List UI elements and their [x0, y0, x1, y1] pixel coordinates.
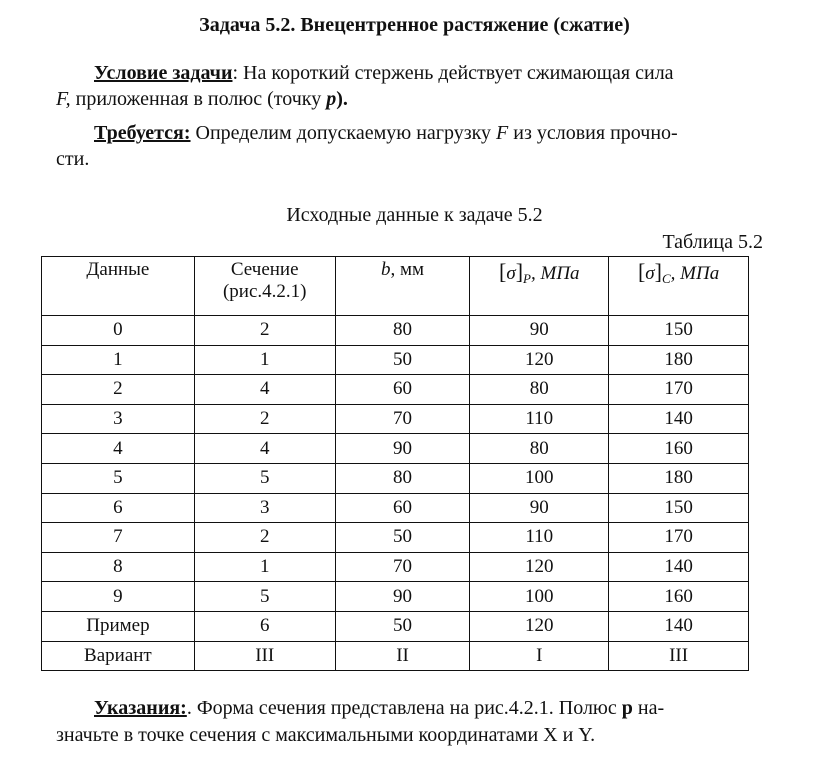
- table-cell: 90: [335, 434, 470, 464]
- header-b-unit: , мм: [390, 259, 425, 280]
- table-cell: 5: [194, 582, 335, 612]
- table-cell: II: [335, 641, 470, 671]
- table-cell: III: [609, 641, 749, 671]
- table-row: [42, 493, 749, 523]
- table-number: Таблица 5.2: [662, 231, 763, 253]
- table-cell: 150: [609, 316, 749, 346]
- table-row: [42, 345, 749, 375]
- table-cell: 120: [470, 552, 609, 582]
- instructions-paragraph: [56, 695, 664, 721]
- header-sigma-p-unit: , МПа: [531, 263, 580, 284]
- table-cell: 170: [609, 523, 749, 553]
- table-cell: 4: [42, 434, 195, 464]
- instructions-var-p: р: [621, 697, 633, 719]
- table-row: [42, 552, 749, 582]
- table-row: [42, 582, 749, 612]
- table-cell: 1: [194, 552, 335, 582]
- sigma-symbol: σ: [645, 263, 655, 284]
- table-row: [42, 463, 749, 493]
- table-cell: 2: [42, 375, 195, 405]
- table-cell: 0: [42, 316, 195, 346]
- table-body: [42, 316, 749, 671]
- table-cell: 110: [470, 523, 609, 553]
- instructions-paragraph-line2: значьте в точке сечения с максимальными координатами X и Y.: [56, 724, 596, 746]
- table-cell: 80: [470, 434, 609, 464]
- table-cell: 7: [42, 523, 195, 553]
- header-sigma-c-sub: C: [661, 271, 671, 286]
- table-cell: 100: [470, 463, 609, 493]
- table-cell: 8: [42, 552, 195, 582]
- condition-text-2: приложенная в полюс (точку: [70, 88, 327, 110]
- header-b-var: b: [381, 259, 391, 280]
- table-cell: 3: [194, 493, 335, 523]
- table-row: [42, 641, 749, 671]
- table-cell: 50: [335, 523, 470, 553]
- table-cell: 50: [335, 345, 470, 375]
- table-cell: 60: [335, 493, 470, 523]
- header-section-line1: Сечение: [230, 259, 299, 280]
- table-cell: 2: [194, 316, 335, 346]
- table-row: [42, 523, 749, 553]
- table-cell: 80: [470, 375, 609, 405]
- header-b: [335, 257, 470, 316]
- instructions-label: Указания:: [94, 697, 187, 719]
- table-cell: 100: [470, 582, 609, 612]
- table-cell: 170: [609, 375, 749, 405]
- requirement-paragraph: [56, 120, 678, 146]
- table-cell: 180: [609, 463, 749, 493]
- table-cell: 140: [609, 611, 749, 641]
- table-cell: 160: [609, 434, 749, 464]
- header-section: [194, 257, 335, 316]
- requirement-text-2: из условия прочно-: [508, 122, 678, 144]
- table-cell: 2: [194, 404, 335, 434]
- condition-text-1: : На короткий стержень действует сжимающая сила: [232, 62, 674, 84]
- condition-paragraph-line2: [56, 86, 348, 112]
- table-cell: 90: [335, 582, 470, 612]
- header-data: [42, 257, 195, 316]
- requirement-text-1: Определим допускаемую нагрузку: [190, 122, 497, 144]
- table-cell: 160: [609, 582, 749, 612]
- table-cell: 90: [470, 316, 609, 346]
- condition-label: Условие задачи: [94, 62, 233, 84]
- data-table: [41, 256, 749, 671]
- table-cell: 80: [335, 463, 470, 493]
- table-cell: Пример: [42, 611, 195, 641]
- table-cell: 9: [42, 582, 195, 612]
- table-cell: 4: [194, 375, 335, 405]
- table-cell: 70: [335, 404, 470, 434]
- instructions-text-2: на-: [632, 697, 665, 719]
- table-cell: 70: [335, 552, 470, 582]
- table-cell: 90: [470, 493, 609, 523]
- table-cell: 3: [42, 404, 195, 434]
- table-cell: 1: [194, 345, 335, 375]
- instructions-text-1: . Форма сечения представлена на рис.4.2.1. Полюс: [186, 697, 622, 719]
- table-cell: 120: [470, 611, 609, 641]
- requirement-paragraph-line2: сти.: [56, 148, 90, 170]
- table-cell: 6: [194, 611, 335, 641]
- table-cell: 60: [335, 375, 470, 405]
- table-cell: 1: [42, 345, 195, 375]
- table-cell: Вариант: [42, 641, 195, 671]
- table-row: [42, 611, 749, 641]
- table-cell: 140: [609, 552, 749, 582]
- condition-var-p: p: [326, 88, 337, 110]
- table-cell: 120: [470, 345, 609, 375]
- table-cell: 150: [609, 493, 749, 523]
- table-row: [42, 375, 749, 405]
- table-cell: I: [470, 641, 609, 671]
- requirement-var-f: F: [496, 122, 509, 144]
- table-cell: 5: [194, 463, 335, 493]
- header-section-line2: (рис.4.2.1): [222, 281, 307, 302]
- table-row: [42, 404, 749, 434]
- condition-paragraph: [56, 60, 674, 86]
- header-sigma-p: $[\sigma]_P$, МПа: [470, 257, 609, 316]
- table-row: [42, 434, 749, 464]
- table-cell: 180: [609, 345, 749, 375]
- header-sigma-p-sub: P: [523, 271, 531, 286]
- table-cell: 50: [335, 611, 470, 641]
- table-cell: 140: [609, 404, 749, 434]
- header-sigma-c-unit: , МПа: [670, 263, 720, 284]
- table-cell: 6: [42, 493, 195, 523]
- condition-text-3: ).: [336, 88, 348, 110]
- condition-var-f: F,: [56, 88, 71, 110]
- sigma-symbol: σ: [506, 263, 516, 284]
- requirement-label: Требуется:: [94, 122, 191, 144]
- table-cell: 4: [194, 434, 335, 464]
- table-cell: 110: [470, 404, 609, 434]
- table-cell: III: [194, 641, 335, 671]
- table-header-row: [42, 257, 749, 316]
- header-data-label: Данные: [86, 259, 150, 280]
- page-title: Задача 5.2. Внецентренное растяжение (сжатие): [199, 14, 630, 36]
- table-cell: 5: [42, 463, 195, 493]
- table-caption: Исходные данные к задаче 5.2: [286, 204, 543, 226]
- header-sigma-c: $[\sigma]_C$, МПа: [609, 257, 749, 316]
- table-cell: 80: [335, 316, 470, 346]
- table-cell: 2: [194, 523, 335, 553]
- table-row: [42, 316, 749, 346]
